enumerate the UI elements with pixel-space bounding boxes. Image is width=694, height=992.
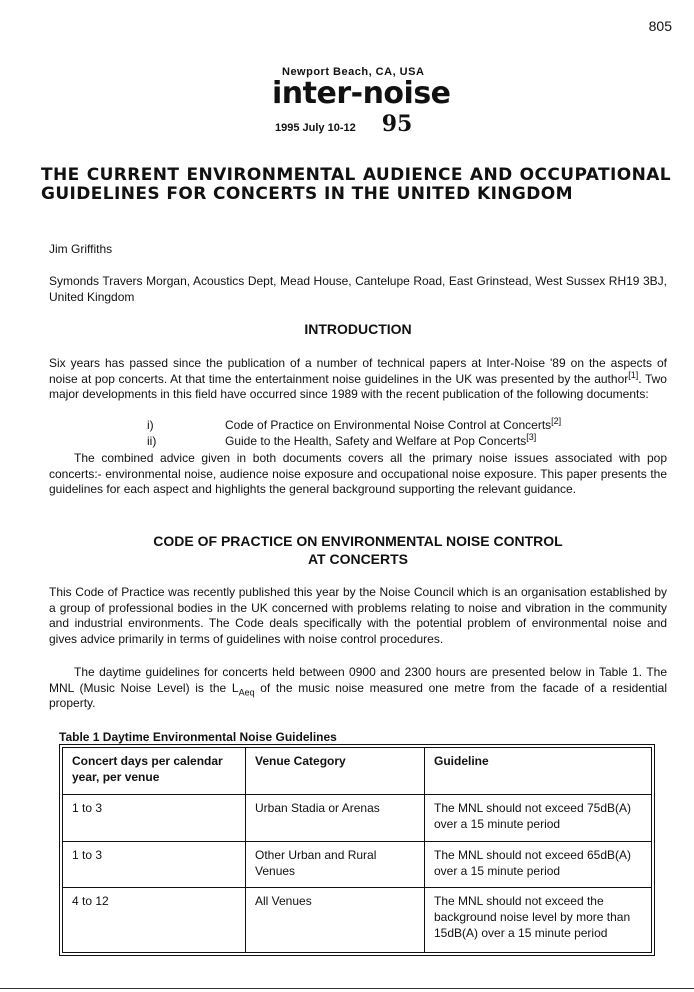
header-concert-days: Concert days per calendar year, per venue — [63, 748, 246, 795]
cell-guideline: The MNL should not exceed 65dB(A) over a 15 minute period — [425, 841, 652, 888]
page-number: 805 — [648, 18, 672, 34]
author-affiliation: Symonds Travers Morgan, Acoustics Dept, Mead House, Cantelupe Road, East Grinstead, West Sussex RH19 3BJ, United Kingdom — [49, 274, 667, 304]
inter-noise-logo: inter-noise — [272, 76, 451, 111]
table-header-row — [63, 748, 652, 795]
header-guideline: Guideline — [425, 748, 652, 795]
code-text-part-1: The daytime guidelines for concerts held between 0900 and 2300 hours are presented below in Table 1. The MNL (Music Noise Level) is the L — [49, 665, 667, 695]
guidelines-table-frame — [59, 744, 655, 956]
page-bottom-rule — [0, 988, 694, 989]
reference-2: [2] — [551, 416, 562, 426]
header-venue-category: Venue Category — [246, 748, 425, 795]
cell-concert-days: 1 to 3 — [63, 841, 246, 888]
table-caption: Table 1 Daytime Environmental Noise Guidelines — [59, 730, 337, 744]
conference-masthead — [272, 66, 452, 137]
intro-text-part-1: Six years has passed since the publication of a number of technical papers at Inter-Noise '89 on the aspects of noise at pop concerts. At that time the entertainment noise guidelines in the UK was presented by the author — [49, 356, 667, 386]
cell-venue-category: Urban Stadia or Arenas — [246, 794, 425, 841]
conference-location: Newport Beach, CA, USA — [282, 66, 425, 78]
list-item-text — [225, 431, 537, 450]
cell-guideline: The MNL should not exceed 75dB(A) over a 15 minute period — [425, 794, 652, 841]
conference-year: 95 — [381, 111, 413, 137]
laeq-subscript: Aeq — [238, 686, 255, 697]
code-text-part-2: of the music noise measured one metre from the facade of a residential property. — [49, 680, 667, 710]
author-name: Jim Griffiths — [49, 242, 113, 256]
table-row — [63, 888, 652, 953]
code-heading-line-2: AT CONCERTS — [307, 551, 409, 567]
intro-text-part-2: . Two major developments in this field have occurred since 1989 with the recent publication of the following documents: — [49, 371, 667, 401]
cell-concert-days: 4 to 12 — [63, 888, 246, 953]
cell-venue-category: All Venues — [246, 888, 425, 953]
reference-1: [1] — [628, 369, 639, 380]
list-item — [49, 431, 667, 450]
reference-3: [3] — [526, 431, 537, 442]
code-heading-line-1: CODE OF PRACTICE ON ENVIRONMENTAL NOISE CONTROL — [153, 533, 563, 549]
code-paragraph-2 — [49, 665, 667, 712]
introduction-paragraph-1 — [49, 356, 667, 403]
table-row — [63, 794, 652, 841]
table-row — [63, 841, 652, 888]
cell-concert-days: 1 to 3 — [63, 794, 246, 841]
introduction-paragraph-2 — [49, 451, 667, 498]
list-item-title: Guide to the Health, Safety and Welfare at Pop Concerts — [225, 433, 527, 448]
conference-date: 1995 July 10-12 — [275, 122, 356, 134]
list-item-title: Code of Practice on Environmental Noise Control at Concerts — [225, 418, 552, 432]
cell-venue-category: Other Urban and Rural Venues — [246, 841, 425, 888]
list-item-number: ii) — [147, 433, 157, 448]
list-item-number: i) — [147, 418, 154, 432]
code-paragraph-1: This Code of Practice was recently published this year by the Noise Council which is an organisation established by a group of professional bodies in the UK concerned with problems relating to noise and vibration in the community and industrial environments. The Code deals specifically with the potential problem of environmental noise and gives advice primarily in terms of guidelines with noise control procedures. — [49, 585, 667, 646]
conference-dateline — [272, 111, 452, 137]
list-item-text — [225, 418, 561, 434]
code-section-heading — [49, 532, 667, 568]
intro-paragraph-2-text: The combined advice given in both documents covers all the primary noise issues associated with pop concerts:- environmental noise, audience noise exposure and occupational noise exposure. This paper presents the guidelines for each aspect and highlights the general background supporting the relevant guidance. — [49, 451, 667, 496]
introduction-heading: INTRODUCTION — [304, 321, 412, 337]
cell-guideline: The MNL should not exceed the background noise level by more than 15dB(A) over a 15 minute period — [425, 888, 652, 953]
paper-title: THE CURRENT ENVIRONMENTAL AUDIENCE AND OCCUPATIONAL GUIDELINES FOR CONCERTS IN THE UNITED KINGDOM — [41, 165, 671, 204]
guidelines-table — [62, 747, 652, 953]
list-item — [49, 418, 667, 434]
documents-list — [49, 418, 667, 449]
